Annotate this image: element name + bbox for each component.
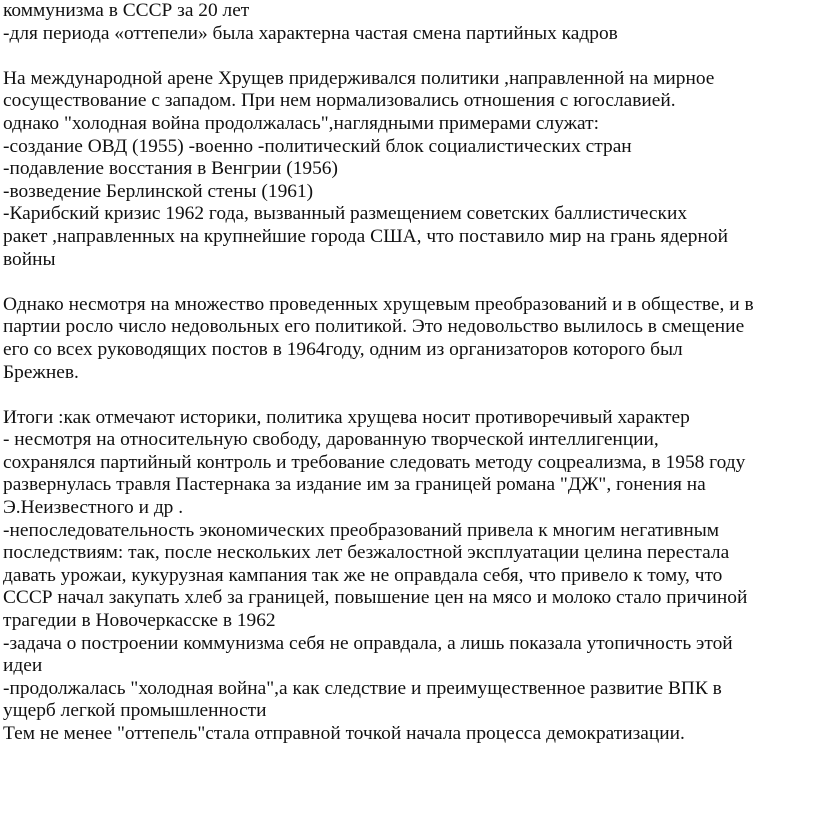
text-line: -Карибский кризис 1962 года, вызванный размещением советских баллистических: [3, 203, 688, 225]
text-line: Э.Неизвестного и др .: [3, 497, 184, 519]
text-line: -для периода «оттепели» была характерна частая смена партийных кадров: [3, 22, 618, 44]
paragraph-results: [3, 407, 813, 746]
text-line: коммунизма в СССР за 20 лет: [3, 0, 250, 21]
text-line: -продолжалась "холодная война",а как следствие и преимущественное развитие ВПК в: [3, 677, 722, 699]
text-line: партии росло число недовольных его политикой. Это недовольство вылилось в смещение: [3, 316, 745, 338]
text-line: -подавление восстания в Венгрии (1956): [3, 158, 338, 180]
paragraph-gap: [3, 271, 813, 294]
paragraph-dismissal: [3, 294, 813, 384]
text-line: сохранялся партийный контроль и требование следовать методу соцреализма, в 1958 году: [3, 451, 746, 473]
text-line: -возведение Берлинской стены (1961): [3, 180, 314, 202]
text-line: развернулась травля Пастернака за издание им за границей романа "ДЖ", гонения на: [3, 474, 706, 496]
text-line: идеи: [3, 655, 43, 677]
text-line: Тем не менее "оттепель"стала отправной точкой начала процесса демократизации.: [3, 723, 685, 744]
text-line: -непоследовательность экономических преобразований привела к многим негативным: [3, 519, 719, 541]
paragraph-foreign-policy: [3, 68, 813, 271]
text-line: ущерб легкой промышленности: [3, 700, 267, 722]
text-line: ракет ,направленных на крупнейшие города США, что поставило мир на грань ядерной: [3, 225, 728, 247]
text-line: Брежнев.: [3, 361, 79, 383]
text-line: его со всех руководящих постов в 1964году, одним из организаторов которого был: [3, 338, 683, 360]
text-line: СССР начал закупать хлеб за границей, повышение цен на мясо и молоко стало причиной: [3, 587, 748, 609]
paragraph-intro-tail: [3, 0, 813, 45]
text-line: войны: [3, 248, 56, 270]
paragraph-gap: [3, 45, 813, 68]
document-body: [3, 0, 813, 746]
text-line: -создание ОВД (1955) -военно -политический блок социалистических стран: [3, 135, 632, 157]
text-line: однако "холодная война продолжалась",наглядными примерами служат:: [3, 112, 600, 134]
text-line: давать урожаи, кукурузная кампания так же не оправдала себя, что привело к тому, что: [3, 564, 723, 586]
text-line: Однако несмотря на множество проведенных хрущевым преобразований и в обществе, и в: [3, 293, 754, 315]
paragraph-gap: [3, 384, 813, 407]
text-line: сосуществование с западом. При нем нормализовались отношения с югославией.: [3, 90, 676, 112]
text-line: Итоги :как отмечают историки, политика хрущева носит противоречивый характер: [3, 406, 690, 428]
text-line: - несмотря на относительную свободу, дарованную творческой интеллигенции,: [3, 429, 659, 451]
text-line: последствиям: так, после нескольких лет безжалостной эксплуатации целина перестала: [3, 542, 730, 564]
text-line: На международной арене Хрущев придерживался политики ,направленной на мирное: [3, 67, 715, 89]
text-line: -задача о построении коммунизма себя не оправдала, а лишь показала утопичность этой: [3, 632, 733, 654]
text-line: трагедии в Новочеркасске в 1962: [3, 610, 276, 632]
